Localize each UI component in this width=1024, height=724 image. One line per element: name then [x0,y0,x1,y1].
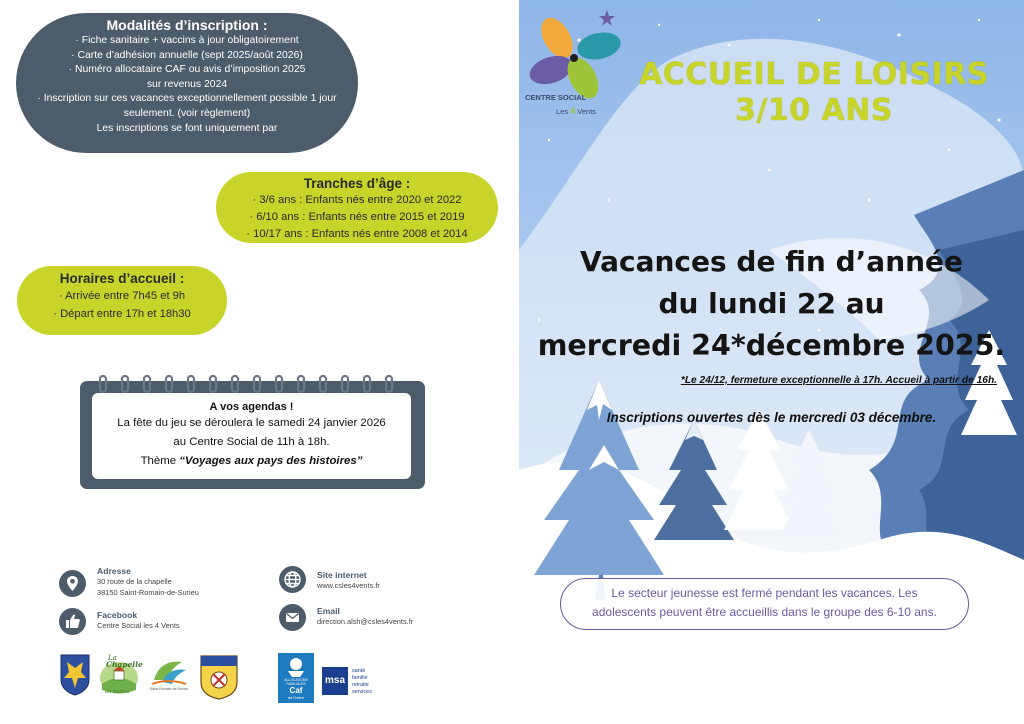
modalites-line: · Inscription sur ces vacances exceptionnellement possible 1 jour [37,93,337,105]
agenda-theme [92,452,411,471]
agenda-box [80,381,425,489]
modalites-line: Les inscriptions se font uniquement par [96,122,278,134]
horaires-line: · Départ entre 17h et 18h30 [53,308,191,320]
fermeture-note: *Le 24/12, fermeture exceptionnelle à 17h. Accueil à partir de 16h. [680,375,997,386]
horaires-accueil-box [17,266,227,335]
adresse-line: 30 route de la chapelle [97,577,172,586]
calendar-rings-icon [98,374,408,394]
envelope-icon [279,604,306,631]
jeunesse-line: adolescents peuvent être accueillis dans le groupe des 6-10 ans. [592,605,937,619]
contact-email [279,603,499,635]
modalites-inscription-box [16,13,358,153]
msa-mark-text: msa [324,675,345,686]
msa-mark [322,667,348,695]
thumbs-up-icon [59,608,86,635]
tranches-title: Tranches d’âge : [303,176,411,191]
caf-text-top: ALLOCATIONS FAMILIALES [284,678,308,686]
msa-line: santé [352,668,366,674]
horaires-line: · Arrivée entre 7h45 et 9h [58,290,186,302]
facebook-line: Centre Social les 4 Vents [97,621,180,630]
msa-logo [322,667,382,697]
centre-social-label: CENTRE SOCIAL [525,93,587,102]
site-title: Site internet [317,570,367,580]
saint-romain-crest-logo [199,654,239,700]
contact-adresse [59,566,259,602]
modalites-line: · Carte d’adhésion annuelle (sept 2025/août 2026) [71,49,303,61]
vacances-line2: du lundi 22 au [658,287,885,320]
agenda-title: A vos agendas ! [209,401,294,413]
chapelle-text-mid: Chapelle [106,660,143,669]
vacances-line1: Vacances de fin d’année [579,245,964,278]
tranches-age-box [216,172,498,243]
email-address[interactable]: direction.alsh@csles4vents.fr [317,617,414,626]
modalites-line: · Numéro allocataire CAF ou avis d’imposition 2025 [68,64,306,76]
la-chapelle-de-surieu-logo [98,654,143,698]
chapelle-text-top: La [108,654,117,662]
tranches-line: · 10/17 ans : Enfants nés entre 2008 et 2014 [246,228,468,240]
modalites-line: sur revenus 2024 [146,78,228,90]
saint-romain-de-surieu-logo [148,656,190,696]
right-panel [519,0,1024,724]
les-text: Les [556,107,571,116]
secteur-jeunesse-box [560,578,969,630]
contact-facebook [59,607,259,639]
agenda-content [92,393,411,479]
isere-crest-logo [60,654,90,696]
chapelle-text-bot: de Surieu [105,689,130,695]
adresse-line: 38150 Saint-Romain-de-Surieu [97,588,199,597]
tranches-line: · 6/10 ans : Enfants nés entre 2015 et 2019 [249,211,465,223]
caf-isere-logo [278,653,314,703]
jeunesse-line: Le secteur jeunesse est fermé pendant les vacances. Les [611,586,918,600]
main-title-line2: 3/10 ANS [735,93,893,128]
contact-site [279,566,479,598]
main-title [629,57,999,129]
main-title-line1: ACCUEIL DE LOISIRS [639,57,989,92]
modalites-title: Modalités d’inscription : [106,17,268,33]
horaires-title: Horaires d’accueil : [59,271,185,286]
caf-text-bot: de l’Isère [287,695,305,700]
agenda-line: au Centre Social de 11h à 18h. [173,436,330,448]
inscriptions-ouvertes: Inscriptions ouvertes dès le mercredi 03 décembre. [606,410,937,425]
four-text: 4 [570,106,576,116]
location-pin-icon [59,570,86,597]
vacances-line3: mercredi 24*décembre 2025. [537,329,1006,362]
flower-petals-icon [527,8,627,103]
modalites-line: seulement. (voir règlement) [123,107,251,119]
caf-text-mid: Caf [289,686,303,695]
msa-line: retraite [352,682,369,688]
saint-romain-text: Saint-Romain-de-Surieu [149,687,189,691]
vacances-heading [519,241,1024,367]
email-title: Email [317,606,340,616]
modalites-line: · Fiche sanitaire + vaccins à jour obligatoirement [75,35,299,46]
adresse-title: Adresse [97,566,131,576]
vents-text: Vents [575,107,597,116]
msa-line: services [352,689,372,695]
agenda-line: La fête du jeu se déroulera le samedi 24 janvier 2026 [117,417,386,429]
tranches-line: · 3/6 ans : Enfants nés entre 2020 et 2022 [252,194,462,206]
agenda-theme-value: “Voyages aux pays des histoires” [179,455,363,467]
les-4-vents-label [556,106,596,116]
msa-line: famille [352,675,368,681]
site-url[interactable]: www.csles4vents.fr [317,581,380,590]
agenda-theme-label: Thème [140,455,180,467]
facebook-title: Facebook [97,610,138,620]
globe-icon [279,566,306,593]
